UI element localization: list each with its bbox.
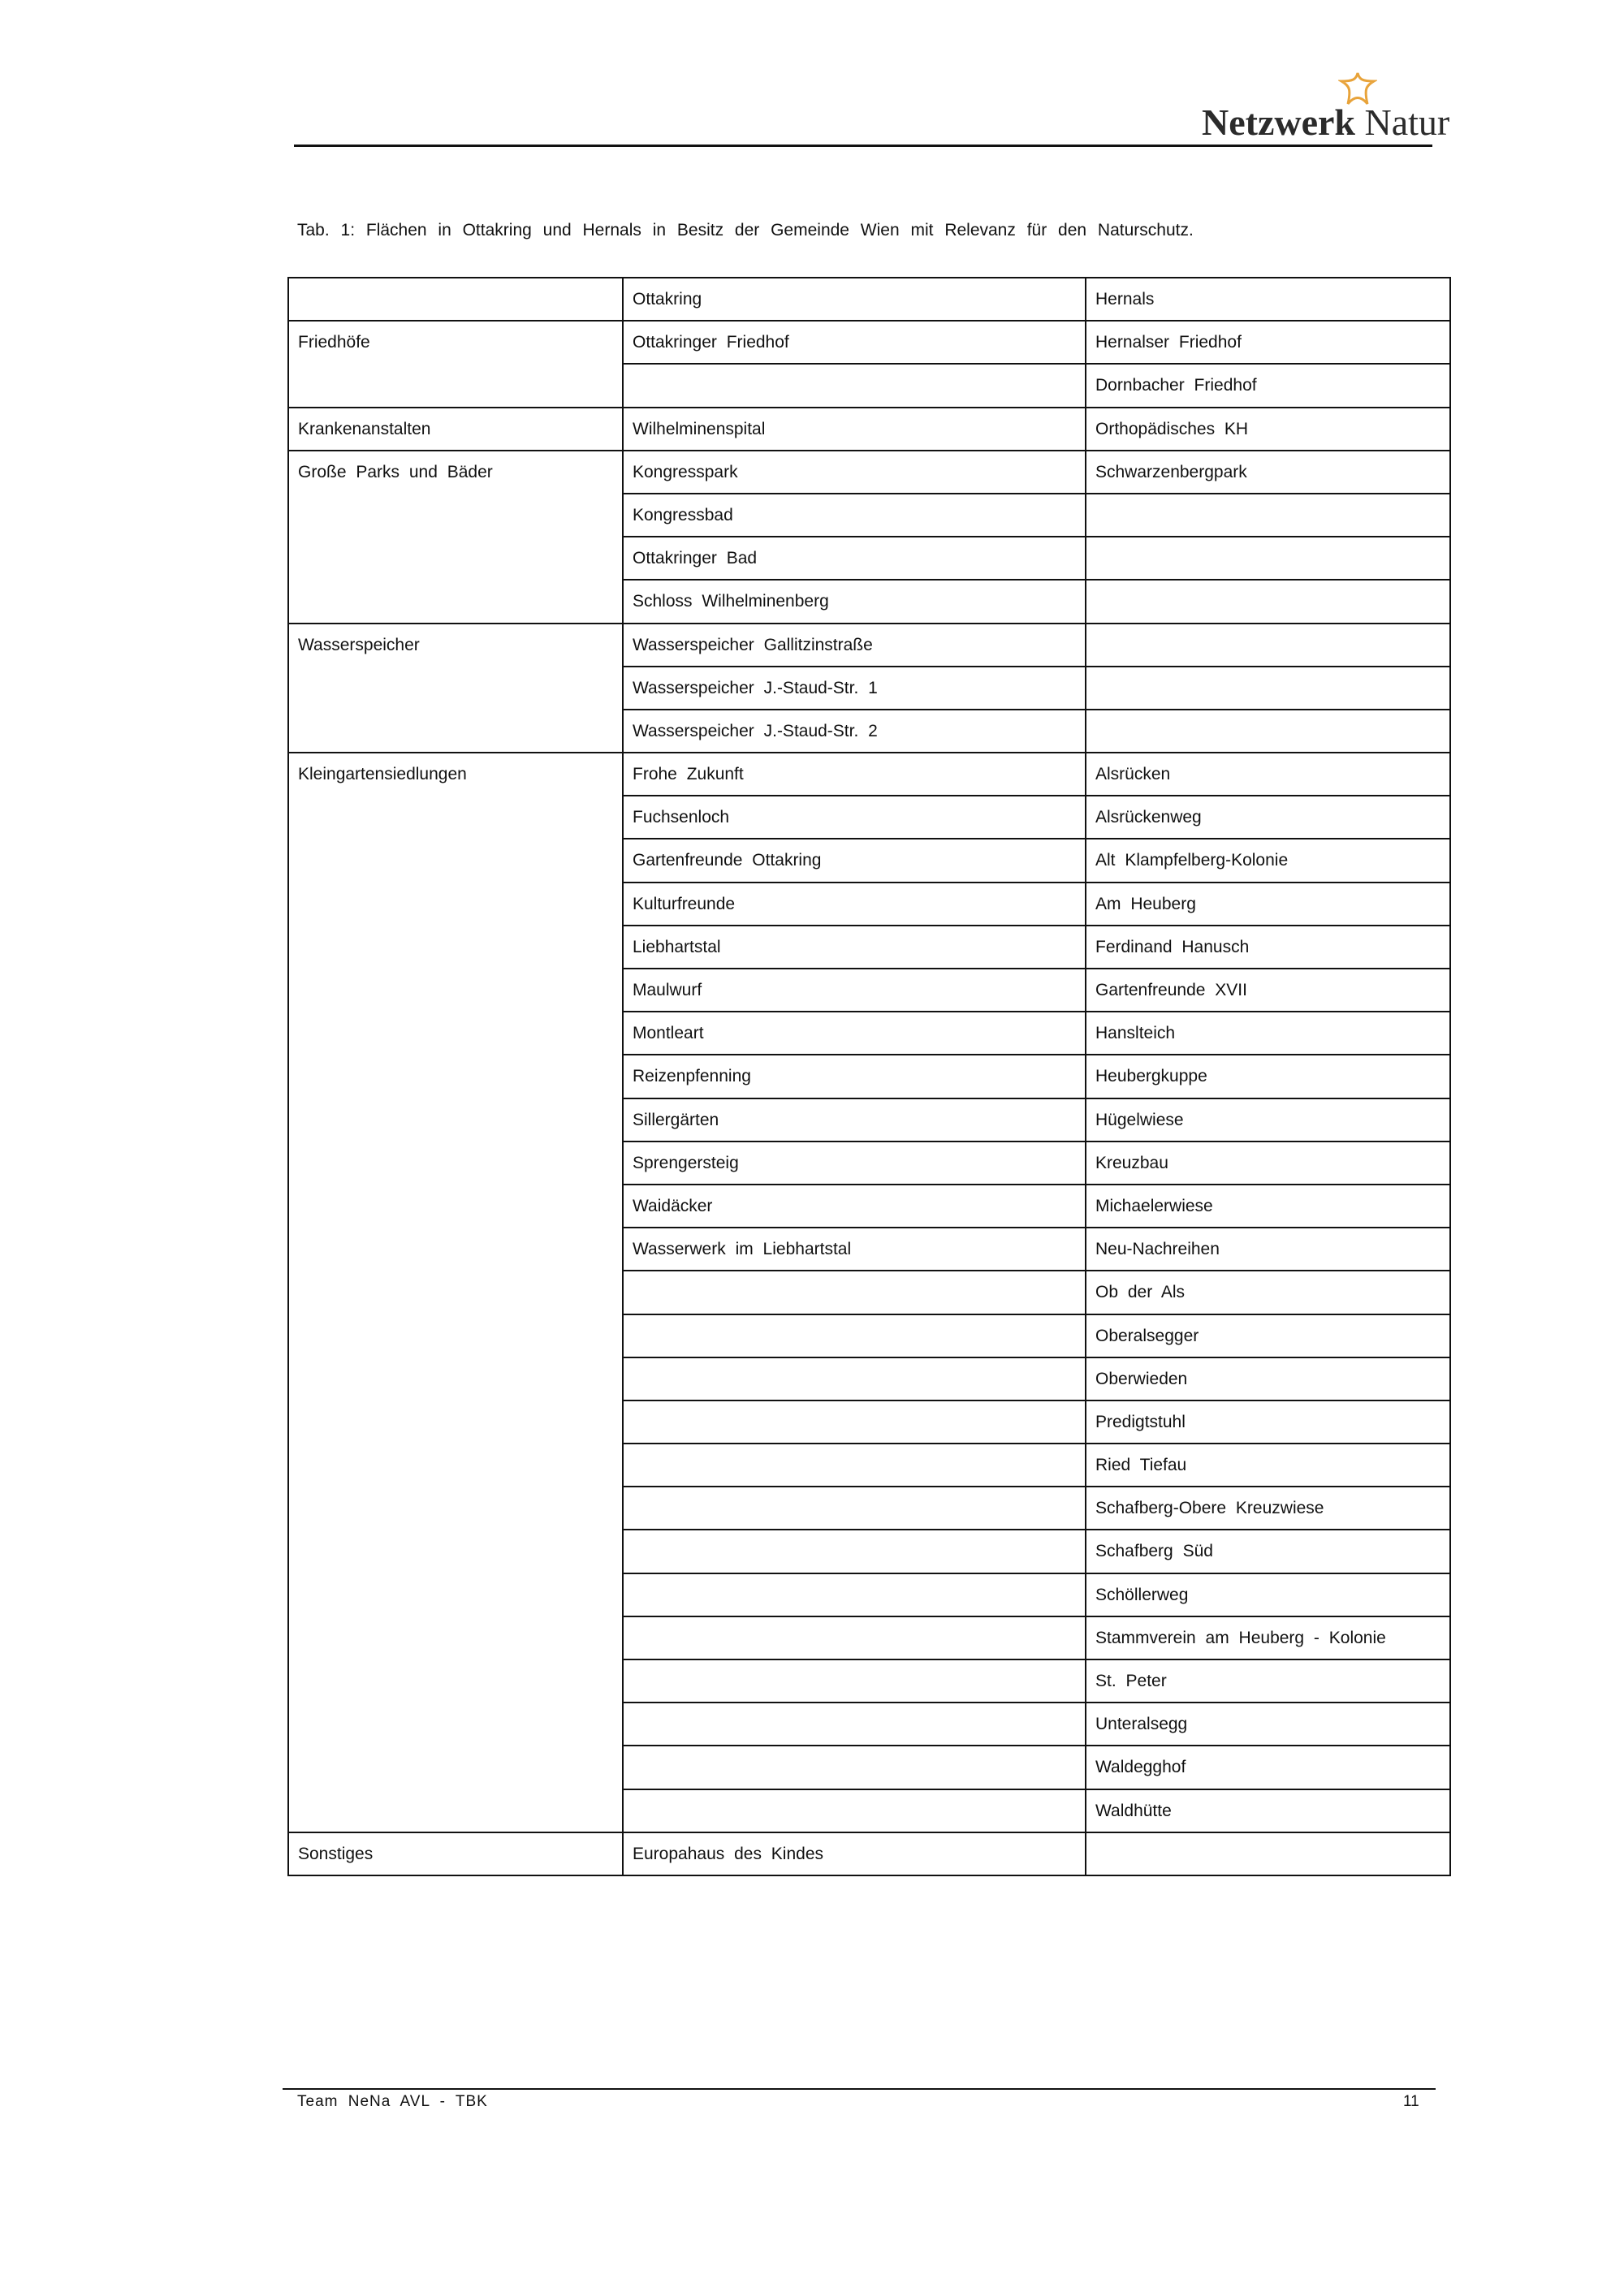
ottakring-cell: Wasserspeicher J.-Staud-Str. 1	[623, 667, 1086, 710]
hernals-cell: Kreuzbau	[1086, 1142, 1450, 1185]
ottakring-cell	[623, 1573, 1086, 1616]
ottakring-cell: Wasserspeicher Gallitzinstraße	[623, 624, 1086, 667]
ottakring-cell: Wasserspeicher J.-Staud-Str. 2	[623, 710, 1086, 753]
hernals-cell: Alsrückenweg	[1086, 796, 1450, 839]
hernals-cell: Ferdinand Hanusch	[1086, 926, 1450, 969]
ottakring-cell	[623, 1271, 1086, 1314]
ottakring-cell	[623, 1616, 1086, 1659]
hernals-cell: Heubergkuppe	[1086, 1055, 1450, 1098]
header-ottakring: Ottakring	[623, 278, 1086, 321]
ottakring-cell	[623, 1659, 1086, 1703]
hernals-cell	[1086, 580, 1450, 623]
header-empty-cell	[288, 278, 623, 321]
table-row	[288, 321, 1450, 364]
hernals-cell: St. Peter	[1086, 1659, 1450, 1703]
ottakring-cell	[623, 1703, 1086, 1746]
category-cell: Kleingartensiedlungen	[288, 753, 623, 1832]
hernals-cell: Oberalsegger	[1086, 1314, 1450, 1357]
hernals-cell: Hanslteich	[1086, 1012, 1450, 1055]
hernals-cell: Unteralsegg	[1086, 1703, 1450, 1746]
hernals-cell: Predigtstuhl	[1086, 1400, 1450, 1444]
ottakring-cell: Montleart	[623, 1012, 1086, 1055]
ottakring-cell: Ottakringer Friedhof	[623, 321, 1086, 364]
ottakring-cell: Wilhelminenspital	[623, 408, 1086, 451]
category-cell: Friedhöfe	[288, 321, 623, 407]
table-row	[288, 408, 1450, 451]
header-rule	[294, 145, 1432, 147]
table-row	[288, 753, 1450, 796]
category-cell: Wasserspeicher	[288, 624, 623, 753]
hernals-cell	[1086, 667, 1450, 710]
footer-rule	[283, 2088, 1436, 2090]
ottakring-cell	[623, 1400, 1086, 1444]
ottakring-cell	[623, 1357, 1086, 1400]
hernals-cell: Alsrücken	[1086, 753, 1450, 796]
hernals-cell: Ried Tiefau	[1086, 1444, 1450, 1487]
hernals-cell: Stammverein am Heuberg - Kolonie	[1086, 1616, 1450, 1659]
hernals-cell: Gartenfreunde XVII	[1086, 969, 1450, 1012]
ottakring-cell: Kulturfreunde	[623, 883, 1086, 926]
hernals-cell: Schöllerweg	[1086, 1573, 1450, 1616]
header-hernals: Hernals	[1086, 278, 1450, 321]
ottakring-cell: Ottakringer Bad	[623, 537, 1086, 580]
table-row	[288, 624, 1450, 667]
ottakring-cell	[623, 1789, 1086, 1832]
ottakring-cell: Reizenpfenning	[623, 1055, 1086, 1098]
hernals-cell: Alt Klampfelberg-Kolonie	[1086, 839, 1450, 882]
ottakring-cell	[623, 1530, 1086, 1573]
ottakring-cell: Sprengersteig	[623, 1142, 1086, 1185]
hernals-cell: Oberwieden	[1086, 1357, 1450, 1400]
table-header-row	[288, 278, 1450, 321]
ottakring-cell: Sillergärten	[623, 1098, 1086, 1142]
hernals-cell	[1086, 537, 1450, 580]
ottakring-cell: Maulwurf	[623, 969, 1086, 1012]
ottakring-cell: Frohe Zukunft	[623, 753, 1086, 796]
table-caption: Tab. 1: Flächen in Ottakring und Hernals in Besitz der Gemeinde Wien mit Relevanz für den Naturschutz.	[297, 221, 1194, 240]
hernals-cell: Hügelwiese	[1086, 1098, 1450, 1142]
table-row	[288, 1832, 1450, 1875]
hernals-cell	[1086, 1832, 1450, 1875]
ottakring-cell: Fuchsenloch	[623, 796, 1086, 839]
ottakring-cell	[623, 1314, 1086, 1357]
ottakring-cell: Kongresspark	[623, 451, 1086, 494]
footer-team: Team NeNa AVL - TBK	[297, 2093, 488, 2110]
hernals-cell: Dornbacher Friedhof	[1086, 364, 1450, 407]
hernals-cell: Orthopädisches KH	[1086, 408, 1450, 451]
hernals-cell: Neu-Nachreihen	[1086, 1228, 1450, 1271]
facilities-table	[287, 277, 1451, 1876]
ottakring-cell: Europahaus des Kindes	[623, 1832, 1086, 1875]
hernals-cell: Schafberg-Obere Kreuzwiese	[1086, 1487, 1450, 1530]
hernals-cell: Waldegghof	[1086, 1746, 1450, 1789]
hernals-cell: Waldhütte	[1086, 1789, 1450, 1832]
ottakring-cell: Waidäcker	[623, 1185, 1086, 1228]
ottakring-cell: Wasserwerk im Liebhartstal	[623, 1228, 1086, 1271]
category-cell: Sonstiges	[288, 1832, 623, 1875]
category-cell: Große Parks und Bäder	[288, 451, 623, 624]
ottakring-cell	[623, 1444, 1086, 1487]
hernals-cell: Ob der Als	[1086, 1271, 1450, 1314]
hernals-cell	[1086, 710, 1450, 753]
hernals-cell: Schafberg Süd	[1086, 1530, 1450, 1573]
ottakring-cell: Schloss Wilhelminenberg	[623, 580, 1086, 623]
hernals-cell: Schwarzenbergpark	[1086, 451, 1450, 494]
hernals-cell	[1086, 494, 1450, 537]
ottakring-cell: Liebhartstal	[623, 926, 1086, 969]
hernals-cell: Am Heuberg	[1086, 883, 1450, 926]
page-number: 11	[1403, 2093, 1419, 2110]
ottakring-cell: Gartenfreunde Ottakring	[623, 839, 1086, 882]
ottakring-cell: Kongressbad	[623, 494, 1086, 537]
category-cell: Krankenanstalten	[288, 408, 623, 451]
logo-wordmark: Netzwerk Natur	[1202, 101, 1450, 143]
table-row	[288, 451, 1450, 494]
hernals-cell	[1086, 624, 1450, 667]
ottakring-cell	[623, 1487, 1086, 1530]
hernals-cell: Hernalser Friedhof	[1086, 321, 1450, 364]
hernals-cell: Michaelerwiese	[1086, 1185, 1450, 1228]
ottakring-cell	[623, 1746, 1086, 1789]
ottakring-cell	[623, 364, 1086, 407]
netzwerk-natur-logo	[1202, 71, 1453, 145]
